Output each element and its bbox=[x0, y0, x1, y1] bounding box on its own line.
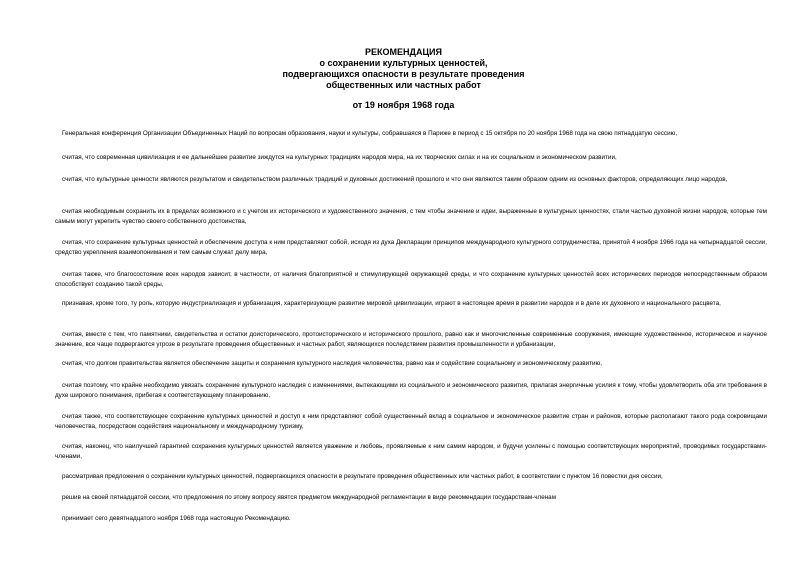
document-title bbox=[0, 47, 807, 91]
paragraph: считая также, что благосостояние всех народов зависит, в частности, от наличия благоприятной и стимулирующей окружающей среды, и что сохранение культурных ценностей всех исторических периодов непосредственным образом способствует созданию такой среды, bbox=[55, 271, 767, 288]
paragraph: решив на своей пятнадцатой сессии, что предложения по этому вопросу явятся предметом международной регламентации в виде рекомендации государствам-членам bbox=[62, 494, 557, 501]
paragraph: принимает сего девятнадцатого ноября 1968 года настоящую Рекомендацию. bbox=[62, 515, 291, 522]
title-line: РЕКОМЕНДАЦИЯ bbox=[365, 47, 442, 57]
title-line: общественных или частных работ bbox=[326, 80, 481, 90]
paragraph: считая, что долгом правительства является обеспечение защиты и сохранения культурного наследия человечества, равно как и содействие социальному и экономическому развитию, bbox=[62, 360, 602, 367]
title-line: о сохранении культурных ценностей, bbox=[319, 58, 488, 68]
paragraph: считая необходимым сохранить их в пределах возможного и с учетом их исторического и художественного значения, с тем чтобы значение и идеи, выраженные в культурных ценностях, стали частью духовной жизни народов, которые тем самым могут укрепить чувство своего собственного достоинства, bbox=[55, 208, 767, 225]
paragraph: считая поэтому, что крайне необходимо увязать сохранение культурного наследия с изменениями, вытекающими из социального и экономического развития, прилагая энергичные усилия к тому, чтобы удовлетворить оба эти требования в духе широкого понимания, прибегая к соответствующему планированию, bbox=[55, 382, 767, 399]
paragraph: считая также, что соответствующее сохранение культурных ценностей и доступ к ним представляют собой существенный вклад в социальное и экономическое развитие стран и районов, которые располагают такого рода сокровищами человечества, посредством содействия национальному и международному туризму, bbox=[55, 413, 767, 430]
document-date: от 19 ноября 1968 года bbox=[352, 100, 455, 110]
paragraph: считая, что культурные ценности являются результатом и свидетельством различных традиций и духовных достижений прошлого и что они являются таким образом одним из основных факторов, определяющих лицо народов, bbox=[62, 176, 728, 183]
paragraph: считая, наконец, что наилучшей гарантией сохранения культурных ценностей является уважение и любовь, проявляемые к ним самим народом, и будучи усилены с помощью соответствующих мероприятий, проводимых государствами-членами, bbox=[55, 443, 767, 460]
paragraph: рассматривая предложения о сохранении культурных ценностей, подвергающихся опасности в результате проведения общественных или частных работ, в соответствии с пунктом 16 повестки дня сессии, bbox=[62, 473, 663, 480]
paragraph: считая, что современная цивилизация и ее дальнейшее развитие зиждутся на культурных традициях народов мира, на их творческих силах и на их социальном и экономическом развитии, bbox=[62, 154, 617, 161]
paragraph: Генеральная конференция Организации Объединенных Наций по вопросам образования, науки и культуры, собравшаяся в Париже в период с 15 октября по 20 ноября 1968 года на свою пятнадцатую сессию, bbox=[62, 130, 678, 137]
paragraph: признавая, кроме того, ту роль, которую индустриализация и урбанизация, характеризующие развитие мировой цивилизации, играют в настоящее время в развитии народов и в деле их духовного и национального расцвета, bbox=[62, 300, 721, 307]
paragraph: считая, что сохранение культурных ценностей и обеспечение доступа к ним представляют собой, исходя из духа Декларации принципов международного культурного сотрудничества, принятой 4 ноября 1966 года на четырнадцатой сессии, средство укрепления взаимопонимания и тем самым служат делу мира, bbox=[55, 239, 767, 256]
title-line: подвергающихся опасности в результате проведения bbox=[282, 69, 525, 79]
paragraph: считая, вместе с тем, что памятники, свидетельства и остатки доисторического, протоисторического и исторического прошлого, равно как и многочисленные современные сооружения, имеющие художественное, историческое и научное значение, все чаще подвергаются угрозе в результате проведения общественных и частных работ, являющихся последствием развития промышленности и урбанизации, bbox=[55, 331, 767, 348]
